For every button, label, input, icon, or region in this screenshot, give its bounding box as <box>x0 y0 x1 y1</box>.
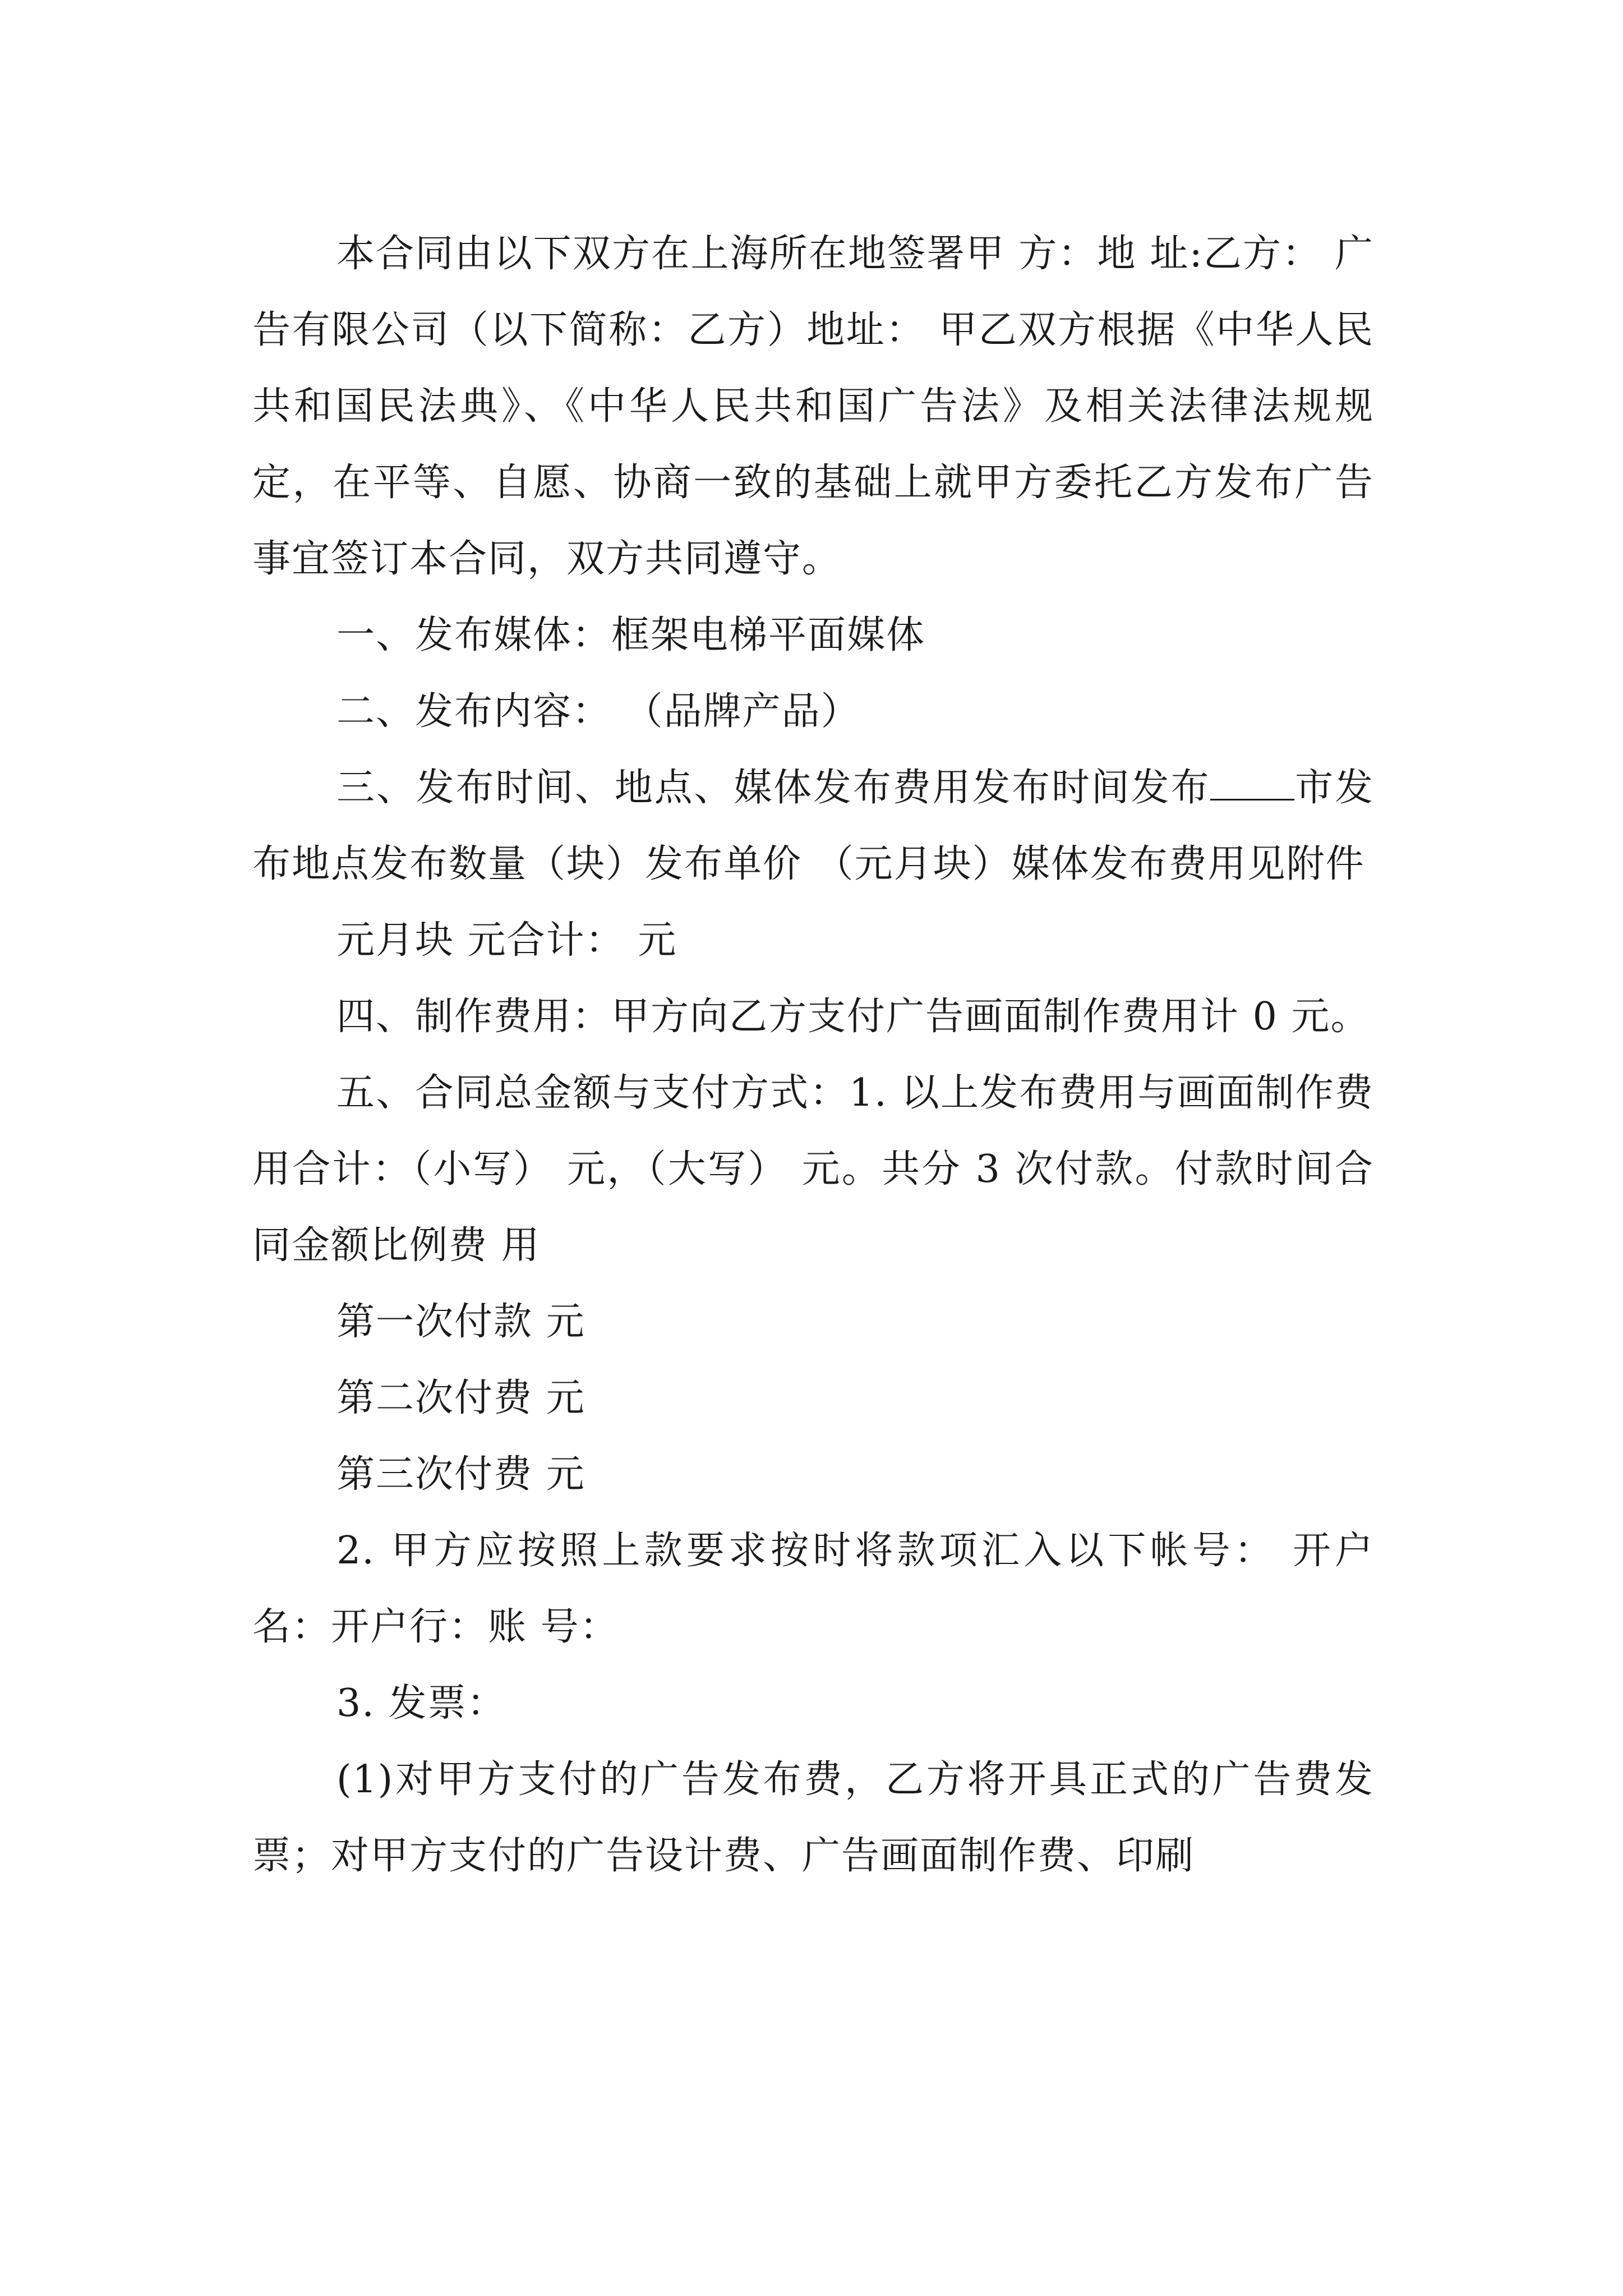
paragraph-item-5: 五、合同总金额与支付方式：1. 以上发布费用与画面制作费用合计：（小写） 元，（大写） 元。共分 3 次付款。付款时间合同金额比例费 用 <box>252 1071 1374 1268</box>
paragraph-pay-2: 第二次付费 元 <box>336 1376 585 1420</box>
paragraph-pay-3: 第三次付费 元 <box>336 1452 585 1497</box>
paragraph-item-5-3: 3. 发票： <box>336 1681 506 1726</box>
paragraph-item-5-3-1: (1)对甲方支付的广告发布费，乙方将开具正式的广告费发票；对甲方支付的广告设计费、广告画面制作费、印刷 <box>252 1757 1374 1878</box>
item-3a-text-after: 市发布地点发布数量（块）发布单价 （元月块）媒体发布费用见附件 <box>252 766 1374 886</box>
paragraph-item-3a <box>252 750 1374 903</box>
paragraph-item-1: 一、发布媒体：框架电梯平面媒体 <box>336 613 926 657</box>
paragraph-item-2: 二、发布内容： （品牌产品） <box>336 689 860 734</box>
blank-underline <box>1210 765 1294 800</box>
paragraph-pay-1: 第一次付款 元 <box>336 1300 585 1344</box>
document-page <box>252 216 1374 1894</box>
paragraph-item-3b: 元月块 元合计： 元 <box>336 918 677 963</box>
item-3a-text: 三、发布时间、地点、媒体发布费用发布时间发布 <box>336 766 1211 810</box>
paragraph-intro: 本合同由以下双方在上海所在地签署甲 方：地 址:乙方： 广告有限公司（以下简称：乙方）地址： 甲乙双方根据《中华人民共和国民法典》、《中华人民共和国广告法》及相关法律法规规定，在平等、自愿、协商一致的基础上就甲方委托乙方发布广告事宜签订本合同，双方共同遵守。 <box>252 232 1374 581</box>
paragraph-item-4: 四、制作费用：甲方向乙方支付广告画面制作费用计 0 元。 <box>336 995 1370 1039</box>
paragraph-item-5-2: 2. 甲方应按照上款要求按时将款项汇入以下帐号： 开户名：开户行：账 号： <box>252 1529 1374 1649</box>
